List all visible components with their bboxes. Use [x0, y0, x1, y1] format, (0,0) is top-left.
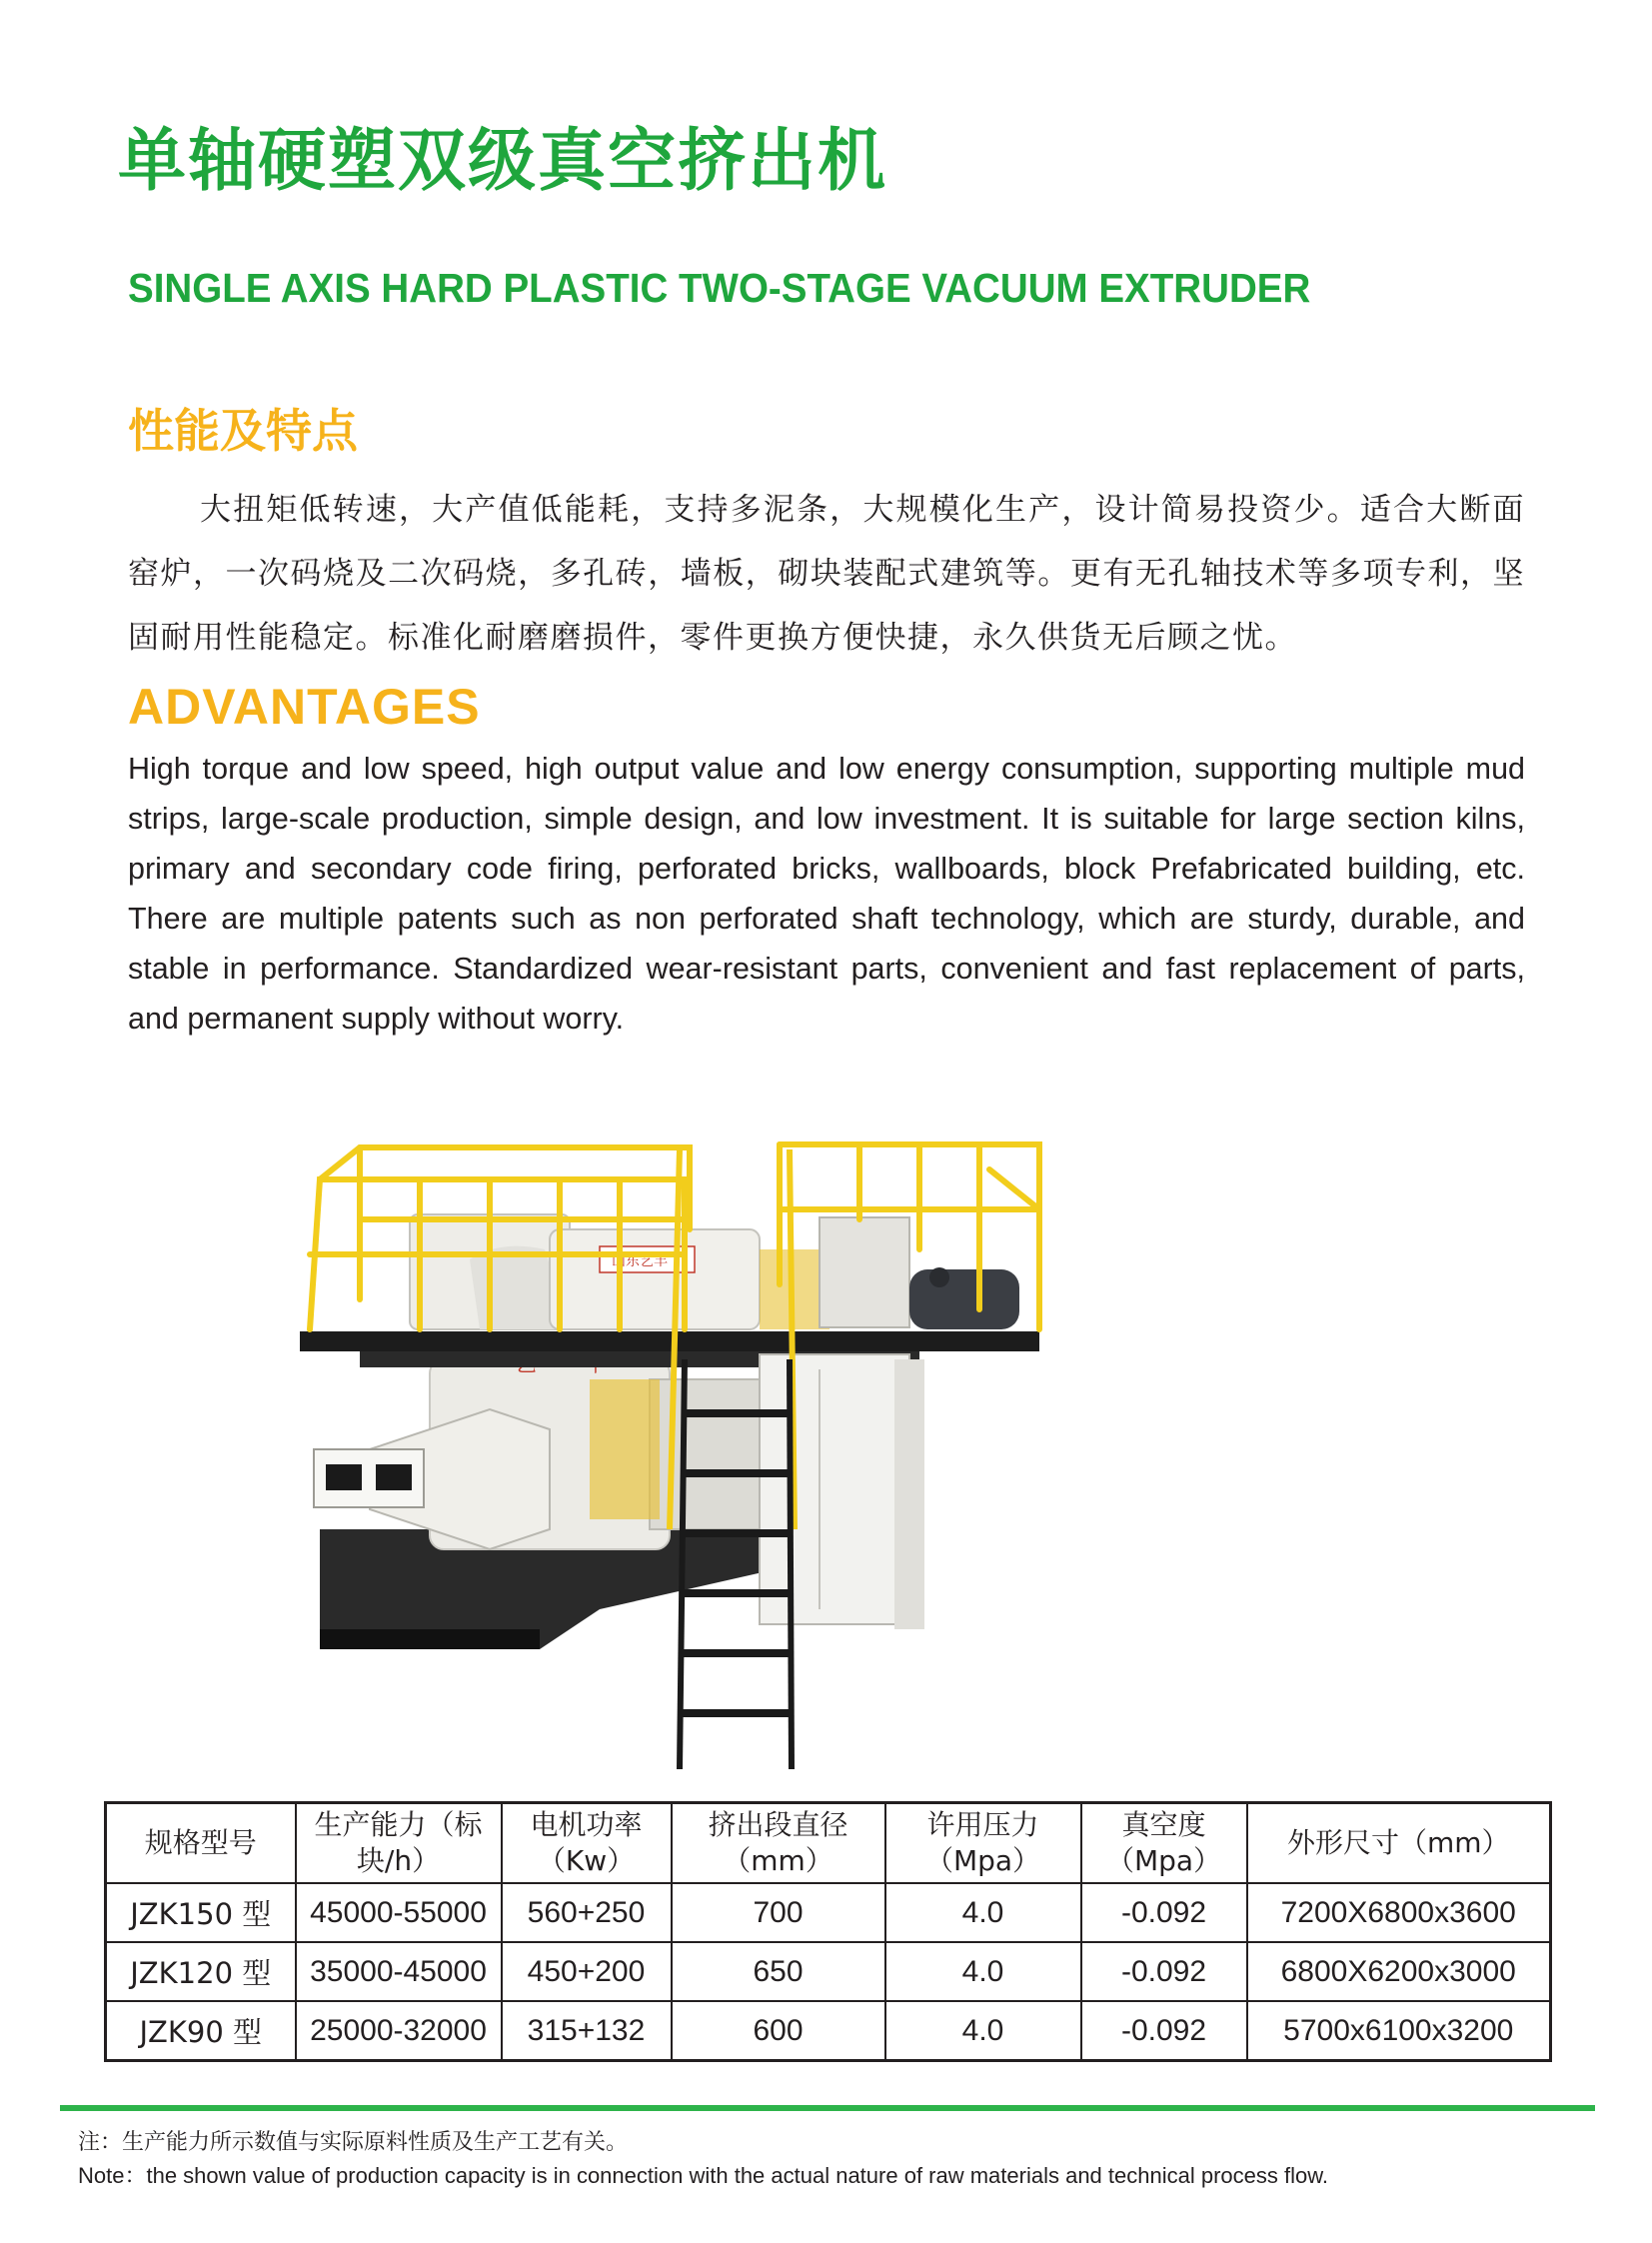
table-cell: -0.092 — [1081, 1942, 1247, 2001]
table-cell: 35000-45000 — [296, 1942, 502, 2001]
page-title-cn: 单轴硬塑双级真空挤出机 — [118, 122, 888, 201]
upper-mixer-trough — [550, 1229, 760, 1329]
machine-base-foot — [320, 1629, 540, 1649]
table-cell: 4.0 — [885, 1942, 1081, 2001]
table-header: 外形尺寸（mm） — [1247, 1803, 1551, 1884]
die-opening-right — [376, 1464, 412, 1490]
die-opening-left — [326, 1464, 362, 1490]
table-cell: 560+250 — [502, 1883, 672, 1942]
brand-plate-text: 山东艺丰 — [612, 1253, 668, 1269]
table-cell: -0.092 — [1081, 1883, 1247, 1942]
table-cell: 45000-55000 — [296, 1883, 502, 1942]
table-cell: 450+200 — [502, 1942, 672, 2001]
table-cell: 5700x6100x3200 — [1247, 2001, 1551, 2061]
footnote-en: Note：the shown value of production capacity is in connection with the actual nature of raw materials and technical process flow. — [78, 2163, 1329, 2188]
table-header: 生产能力（标块/h） — [296, 1803, 502, 1884]
table-header: 挤出段直径（mm） — [672, 1803, 885, 1884]
table-row — [106, 1883, 1551, 1942]
table-cell: 4.0 — [885, 1883, 1081, 1942]
table-header: 规格型号 — [106, 1803, 296, 1884]
control-cabinet — [760, 1354, 909, 1624]
features-heading: 性能及特点 — [128, 404, 358, 458]
upper-gear-reducer — [820, 1217, 909, 1327]
table-row — [106, 2001, 1551, 2061]
advantages-paragraph: High torque and low speed, high output value and low energy consumption, supporting multiple mud strips, large-scale production, simple design, and low investment. It is suitable for large section kilns, primary and secondary code firing, perforated bricks, wallboards, block Prefabricated building, etc. There are multiple patents such as non perforated shaft technology, which are sturdy, durable, and stable in performance. Standardized wear-resistant parts, convenient and fast replacement of parts, and permanent supply without worry. — [128, 752, 1525, 1036]
table-cell: -0.092 — [1081, 2001, 1247, 2061]
table-cell: 700 — [672, 1883, 885, 1942]
table-header: 真空度（Mpa） — [1081, 1803, 1247, 1884]
footer-divider — [60, 2105, 1595, 2111]
features-paragraph: 大扭矩低转速，大产值低能耗，支持多泥条，大规模化生产，设计简易投资少。适合大断面窑炉，一次码烧及二次码烧，多孔砖，墙板，砌块装配式建筑等。更有无孔轴技术等多项专利，坚固耐用性能稳定。标准化耐磨磨损件，零件更换方便快捷，永久供货无后顾之忧。 — [128, 492, 1525, 656]
table-cell: 600 — [672, 2001, 885, 2061]
upper-motor — [909, 1269, 1019, 1329]
page-title-en: SINGLE AXIS HARD PLASTIC TWO-STAGE VACUUM EXTRUDER — [128, 265, 1311, 311]
table-cell: JZK90 型 — [106, 2001, 296, 2061]
table-cell: 7200X6800x3600 — [1247, 1883, 1551, 1942]
table-header: 电机功率（Kw） — [502, 1803, 672, 1884]
table-cell: JZK150 型 — [106, 1883, 296, 1942]
table-header-row — [106, 1803, 1551, 1884]
extruder-machine-photo — [300, 1110, 1419, 1769]
table-cell: 315+132 — [502, 2001, 672, 2061]
table-cell: 6800X6200x3000 — [1247, 1942, 1551, 2001]
table-cell: JZK120 型 — [106, 1942, 296, 2001]
table-header: 许用压力（Mpa） — [885, 1803, 1081, 1884]
spec-table — [104, 1801, 1552, 2062]
advantages-heading: ADVANTAGES — [128, 679, 481, 735]
upper-platform-deck — [300, 1331, 1039, 1351]
table-cell: 25000-32000 — [296, 2001, 502, 2061]
table-cell: 650 — [672, 1942, 885, 2001]
table-row — [106, 1942, 1551, 2001]
coupling-guard — [590, 1379, 660, 1519]
footnote-cn: 注：生产能力所示数值与实际原料性质及生产工艺有关。 — [78, 2130, 629, 2155]
table-cell: 4.0 — [885, 2001, 1081, 2061]
